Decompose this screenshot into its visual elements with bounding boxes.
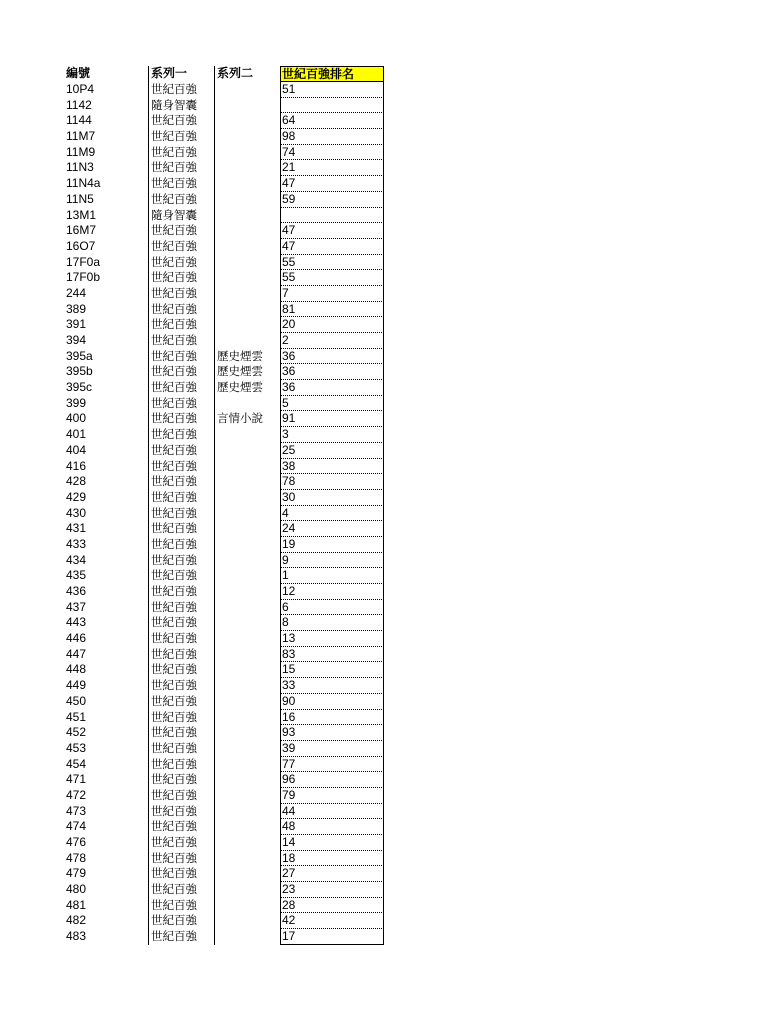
cell-series-2 xyxy=(214,898,280,914)
table-row xyxy=(64,411,384,427)
cell-series-2 xyxy=(214,521,280,537)
table-row xyxy=(64,427,384,443)
cell-id: 16O7 xyxy=(66,238,96,253)
header-series-1: 系列一 xyxy=(148,66,214,82)
cell-series-1: 世紀百強 xyxy=(148,474,214,490)
cell-series-1: 世紀百強 xyxy=(148,898,214,914)
table-body xyxy=(64,82,384,945)
cell-series-2 xyxy=(214,192,280,208)
cell-rank: 55 xyxy=(280,270,384,286)
cell-rank: 3 xyxy=(280,427,384,443)
cell-series-1: 世紀百強 xyxy=(148,757,214,773)
cell-series-1: 世紀百強 xyxy=(148,851,214,867)
cell-series-1: 世紀百強 xyxy=(148,913,214,929)
cell-id: 399 xyxy=(66,395,87,410)
cell-rank: 83 xyxy=(280,647,384,663)
table-row xyxy=(64,364,384,380)
table-row xyxy=(64,443,384,459)
cell-series-2 xyxy=(214,882,280,898)
cell-series-2 xyxy=(214,396,280,412)
cell-rank: 14 xyxy=(280,835,384,851)
cell-series-2 xyxy=(214,537,280,553)
cell-series-2 xyxy=(214,286,280,302)
cell-rank: 33 xyxy=(280,678,384,694)
cell-id: 13M1 xyxy=(66,207,97,222)
table-row xyxy=(64,208,384,224)
table-row xyxy=(64,898,384,914)
cell-series-2 xyxy=(214,302,280,318)
cell-rank: 1 xyxy=(280,568,384,584)
cell-id: 1144 xyxy=(66,113,92,128)
table-row xyxy=(64,129,384,145)
cell-id: 395c xyxy=(66,380,93,395)
cell-id: 431 xyxy=(66,521,87,536)
cell-series-1: 世紀百強 xyxy=(148,725,214,741)
cell-series-2 xyxy=(214,490,280,506)
cell-series-2: 歷史煙雲 xyxy=(214,349,280,365)
cell-rank: 39 xyxy=(280,741,384,757)
cell-id: 436 xyxy=(66,584,87,598)
cell-rank: 12 xyxy=(280,584,384,600)
table-row xyxy=(64,459,384,475)
cell-id: 482 xyxy=(66,913,87,928)
cell-id: 16M7 xyxy=(66,223,97,238)
cell-series-2 xyxy=(214,568,280,584)
cell-rank: 21 xyxy=(280,160,384,176)
cell-series-1: 世紀百強 xyxy=(148,819,214,835)
table-row xyxy=(64,568,384,584)
cell-series-1: 世紀百強 xyxy=(148,223,214,239)
cell-series-1: 世紀百強 xyxy=(148,553,214,569)
table-row xyxy=(64,255,384,271)
cell-id: 416 xyxy=(66,458,87,473)
cell-rank: 48 xyxy=(280,819,384,835)
cell-id: 11N5 xyxy=(66,191,94,206)
cell-series-1: 世紀百強 xyxy=(148,772,214,788)
cell-series-1: 世紀百強 xyxy=(148,239,214,255)
cell-id: 433 xyxy=(66,536,87,551)
header-rank: 世紀百強排名 xyxy=(280,66,384,82)
cell-series-2 xyxy=(214,129,280,145)
table-row xyxy=(64,98,384,114)
table-row xyxy=(64,302,384,318)
cell-series-2 xyxy=(214,317,280,333)
cell-id: 447 xyxy=(66,646,87,661)
cell-series-1: 世紀百強 xyxy=(148,145,214,161)
cell-series-1: 隨身智囊 xyxy=(148,208,214,224)
cell-rank: 15 xyxy=(280,662,384,678)
cell-id: 429 xyxy=(66,489,87,504)
cell-id: 400 xyxy=(66,411,87,426)
cell-series-1: 世紀百強 xyxy=(148,411,214,427)
table-row xyxy=(64,223,384,239)
cell-rank: 28 xyxy=(280,898,384,914)
cell-series-2 xyxy=(214,255,280,271)
cell-rank: 51 xyxy=(280,82,384,98)
table-row xyxy=(64,866,384,882)
cell-rank: 77 xyxy=(280,757,384,773)
table-row xyxy=(64,537,384,553)
cell-series-1: 世紀百強 xyxy=(148,600,214,616)
cell-rank xyxy=(280,98,384,114)
cell-rank: 74 xyxy=(280,145,384,161)
cell-rank: 38 xyxy=(280,459,384,475)
cell-id: 446 xyxy=(66,631,87,646)
cell-id: 11M9 xyxy=(66,144,96,159)
cell-series-1: 世紀百強 xyxy=(148,615,214,631)
cell-id: 479 xyxy=(66,866,87,881)
cell-series-2 xyxy=(214,694,280,710)
table-row xyxy=(64,804,384,820)
cell-series-2 xyxy=(214,553,280,569)
cell-rank: 47 xyxy=(280,239,384,255)
cell-rank: 36 xyxy=(280,364,384,380)
table-row xyxy=(64,710,384,726)
spreadsheet-table xyxy=(64,66,384,945)
cell-rank: 64 xyxy=(280,113,384,129)
cell-series-2 xyxy=(214,772,280,788)
cell-rank: 19 xyxy=(280,537,384,553)
cell-series-1: 世紀百強 xyxy=(148,427,214,443)
cell-series-1: 世紀百強 xyxy=(148,364,214,380)
cell-series-2 xyxy=(214,208,280,224)
cell-series-2 xyxy=(214,113,280,129)
cell-id: 471 xyxy=(66,772,87,787)
cell-id: 395a xyxy=(66,348,93,363)
cell-series-1: 世紀百強 xyxy=(148,490,214,506)
cell-id: 401 xyxy=(66,427,87,442)
cell-series-2 xyxy=(214,662,280,678)
cell-id: 394 xyxy=(66,333,87,347)
table-row xyxy=(64,490,384,506)
cell-id: 391 xyxy=(66,317,87,332)
cell-rank: 42 xyxy=(280,913,384,929)
table-row xyxy=(64,521,384,537)
cell-series-2 xyxy=(214,600,280,616)
cell-rank: 16 xyxy=(280,710,384,726)
cell-series-2 xyxy=(214,741,280,757)
cell-id: 476 xyxy=(66,835,87,849)
table-row xyxy=(64,553,384,569)
table-row xyxy=(64,882,384,898)
cell-series-2 xyxy=(214,851,280,867)
table-row xyxy=(64,647,384,663)
cell-series-1: 世紀百強 xyxy=(148,286,214,302)
cell-id: 434 xyxy=(66,552,87,567)
cell-rank: 20 xyxy=(280,317,384,333)
cell-series-2 xyxy=(214,160,280,176)
cell-series-1: 世紀百強 xyxy=(148,160,214,176)
cell-rank: 13 xyxy=(280,631,384,647)
table-row xyxy=(64,270,384,286)
cell-id: 11N3 xyxy=(66,160,94,175)
cell-series-1: 世紀百強 xyxy=(148,631,214,647)
cell-id: 453 xyxy=(66,740,87,755)
cell-series-2 xyxy=(214,82,280,98)
cell-series-1: 世紀百強 xyxy=(148,270,214,286)
cell-series-2 xyxy=(214,725,280,741)
cell-series-2 xyxy=(214,819,280,835)
cell-series-2 xyxy=(214,584,280,600)
cell-rank: 7 xyxy=(280,286,384,302)
cell-series-1: 世紀百強 xyxy=(148,302,214,318)
cell-id: 389 xyxy=(66,301,87,316)
cell-series-2 xyxy=(214,333,280,349)
cell-rank: 59 xyxy=(280,192,384,208)
table-row xyxy=(64,333,384,349)
cell-series-2 xyxy=(214,678,280,694)
cell-series-1: 世紀百強 xyxy=(148,82,214,98)
cell-series-2 xyxy=(214,835,280,851)
cell-series-2 xyxy=(214,757,280,773)
cell-series-1: 世紀百強 xyxy=(148,333,214,349)
cell-series-1: 世紀百強 xyxy=(148,317,214,333)
cell-id: 454 xyxy=(66,756,87,771)
table-row xyxy=(64,631,384,647)
cell-id: 481 xyxy=(66,897,87,912)
cell-id: 11N4a xyxy=(66,176,101,191)
cell-id: 395b xyxy=(66,364,93,379)
table-row xyxy=(64,662,384,678)
cell-rank: 91 xyxy=(280,411,384,427)
table-row xyxy=(64,145,384,161)
cell-series-2 xyxy=(214,443,280,459)
cell-rank: 90 xyxy=(280,694,384,710)
cell-id: 428 xyxy=(66,474,87,489)
cell-id: 473 xyxy=(66,803,87,818)
cell-series-1: 世紀百強 xyxy=(148,835,214,851)
cell-series-2: 歷史煙雲 xyxy=(214,380,280,396)
cell-series-1: 世紀百強 xyxy=(148,443,214,459)
cell-id: 437 xyxy=(66,599,87,614)
cell-id: 480 xyxy=(66,882,87,897)
cell-rank: 98 xyxy=(280,129,384,145)
cell-series-1: 世紀百強 xyxy=(148,882,214,898)
cell-series-1: 世紀百強 xyxy=(148,255,214,271)
cell-rank: 44 xyxy=(280,804,384,820)
cell-series-1: 世紀百強 xyxy=(148,678,214,694)
cell-rank: 18 xyxy=(280,851,384,867)
cell-series-1: 世紀百強 xyxy=(148,804,214,820)
table-row xyxy=(64,584,384,600)
table-row xyxy=(64,239,384,255)
cell-series-1: 世紀百強 xyxy=(148,568,214,584)
cell-series-2 xyxy=(214,866,280,882)
cell-id: 474 xyxy=(66,819,87,834)
table-row xyxy=(64,286,384,302)
cell-series-2 xyxy=(214,176,280,192)
table-row xyxy=(64,396,384,412)
cell-series-2: 歷史煙雲 xyxy=(214,364,280,380)
table-row xyxy=(64,600,384,616)
cell-id: 17F0b xyxy=(66,270,101,285)
cell-series-1: 世紀百強 xyxy=(148,929,214,945)
cell-rank: 93 xyxy=(280,725,384,741)
cell-id: 450 xyxy=(66,693,87,708)
cell-rank: 23 xyxy=(280,882,384,898)
cell-id: 17F0a xyxy=(66,254,101,269)
cell-series-2 xyxy=(214,459,280,475)
table-row xyxy=(64,835,384,851)
cell-rank: 47 xyxy=(280,176,384,192)
cell-series-2 xyxy=(214,615,280,631)
header-id: 編號 xyxy=(66,66,91,80)
cell-id: 472 xyxy=(66,787,87,802)
table-row xyxy=(64,678,384,694)
cell-id: 449 xyxy=(66,678,87,693)
cell-rank: 17 xyxy=(280,929,384,945)
table-row xyxy=(64,113,384,129)
cell-rank: 30 xyxy=(280,490,384,506)
table-row xyxy=(64,929,384,945)
cell-id: 483 xyxy=(66,929,87,944)
table-row xyxy=(64,349,384,365)
cell-series-2 xyxy=(214,788,280,804)
table-row xyxy=(64,192,384,208)
cell-series-2 xyxy=(214,474,280,490)
cell-series-2: 言情小說 xyxy=(214,411,280,427)
cell-series-1: 世紀百強 xyxy=(148,537,214,553)
table-row xyxy=(64,741,384,757)
cell-series-2 xyxy=(214,270,280,286)
table-row xyxy=(64,757,384,773)
table-row xyxy=(64,913,384,929)
cell-rank: 4 xyxy=(280,506,384,522)
cell-series-2 xyxy=(214,98,280,114)
cell-series-1: 世紀百強 xyxy=(148,741,214,757)
cell-series-2 xyxy=(214,506,280,522)
cell-id: 404 xyxy=(66,442,87,457)
cell-series-1: 世紀百強 xyxy=(148,788,214,804)
cell-id: 11M7 xyxy=(66,129,96,144)
cell-id: 435 xyxy=(66,568,87,583)
table-row xyxy=(64,694,384,710)
header-series-2: 系列二 xyxy=(214,66,280,82)
cell-id: 1142 xyxy=(66,97,92,112)
cell-series-2 xyxy=(214,239,280,255)
cell-series-1: 世紀百強 xyxy=(148,710,214,726)
cell-series-1: 世紀百強 xyxy=(148,192,214,208)
cell-rank: 2 xyxy=(280,333,384,349)
cell-id: 443 xyxy=(66,615,87,630)
cell-rank: 9 xyxy=(280,553,384,569)
table-row xyxy=(64,506,384,522)
table-row xyxy=(64,725,384,741)
table-row xyxy=(64,82,384,98)
cell-id: 430 xyxy=(66,505,87,520)
table-row xyxy=(64,615,384,631)
cell-series-2 xyxy=(214,804,280,820)
cell-id: 452 xyxy=(66,725,87,740)
table-row xyxy=(64,772,384,788)
cell-rank: 55 xyxy=(280,255,384,271)
table-row xyxy=(64,788,384,804)
cell-series-2 xyxy=(214,913,280,929)
cell-series-1: 世紀百強 xyxy=(148,647,214,663)
cell-series-1: 世紀百強 xyxy=(148,662,214,678)
cell-series-1: 世紀百強 xyxy=(148,584,214,600)
cell-id: 244 xyxy=(66,285,87,300)
cell-rank: 79 xyxy=(280,788,384,804)
table-row xyxy=(64,160,384,176)
cell-id: 451 xyxy=(66,709,87,724)
cell-rank: 5 xyxy=(280,396,384,412)
cell-series-2 xyxy=(214,710,280,726)
cell-series-2 xyxy=(214,427,280,443)
cell-rank: 36 xyxy=(280,380,384,396)
cell-series-1: 世紀百強 xyxy=(148,129,214,145)
cell-id: 10P4 xyxy=(66,82,95,96)
cell-rank: 27 xyxy=(280,866,384,882)
cell-series-1: 世紀百強 xyxy=(148,349,214,365)
cell-series-1: 世紀百強 xyxy=(148,506,214,522)
cell-series-1: 世紀百強 xyxy=(148,396,214,412)
cell-rank: 47 xyxy=(280,223,384,239)
cell-series-1: 世紀百強 xyxy=(148,176,214,192)
table-row xyxy=(64,380,384,396)
cell-rank: 25 xyxy=(280,443,384,459)
cell-series-2 xyxy=(214,929,280,945)
cell-series-1: 世紀百強 xyxy=(148,521,214,537)
header-row xyxy=(64,66,384,82)
cell-series-1: 隨身智囊 xyxy=(148,98,214,114)
cell-rank: 81 xyxy=(280,302,384,318)
cell-id: 478 xyxy=(66,850,87,865)
table-row xyxy=(64,819,384,835)
cell-rank: 6 xyxy=(280,600,384,616)
cell-series-1: 世紀百強 xyxy=(148,459,214,475)
cell-series-2 xyxy=(214,631,280,647)
table-row xyxy=(64,317,384,333)
cell-series-1: 世紀百強 xyxy=(148,113,214,129)
cell-rank: 8 xyxy=(280,615,384,631)
cell-rank: 36 xyxy=(280,349,384,365)
cell-rank: 24 xyxy=(280,521,384,537)
cell-series-2 xyxy=(214,223,280,239)
cell-rank xyxy=(280,208,384,224)
cell-series-1: 世紀百強 xyxy=(148,866,214,882)
table-row xyxy=(64,851,384,867)
cell-rank: 78 xyxy=(280,474,384,490)
table-row xyxy=(64,176,384,192)
cell-id: 448 xyxy=(66,662,87,677)
cell-series-2 xyxy=(214,647,280,663)
cell-series-2 xyxy=(214,145,280,161)
cell-rank: 96 xyxy=(280,772,384,788)
table-row xyxy=(64,474,384,490)
cell-series-1: 世紀百強 xyxy=(148,694,214,710)
cell-series-1: 世紀百強 xyxy=(148,380,214,396)
